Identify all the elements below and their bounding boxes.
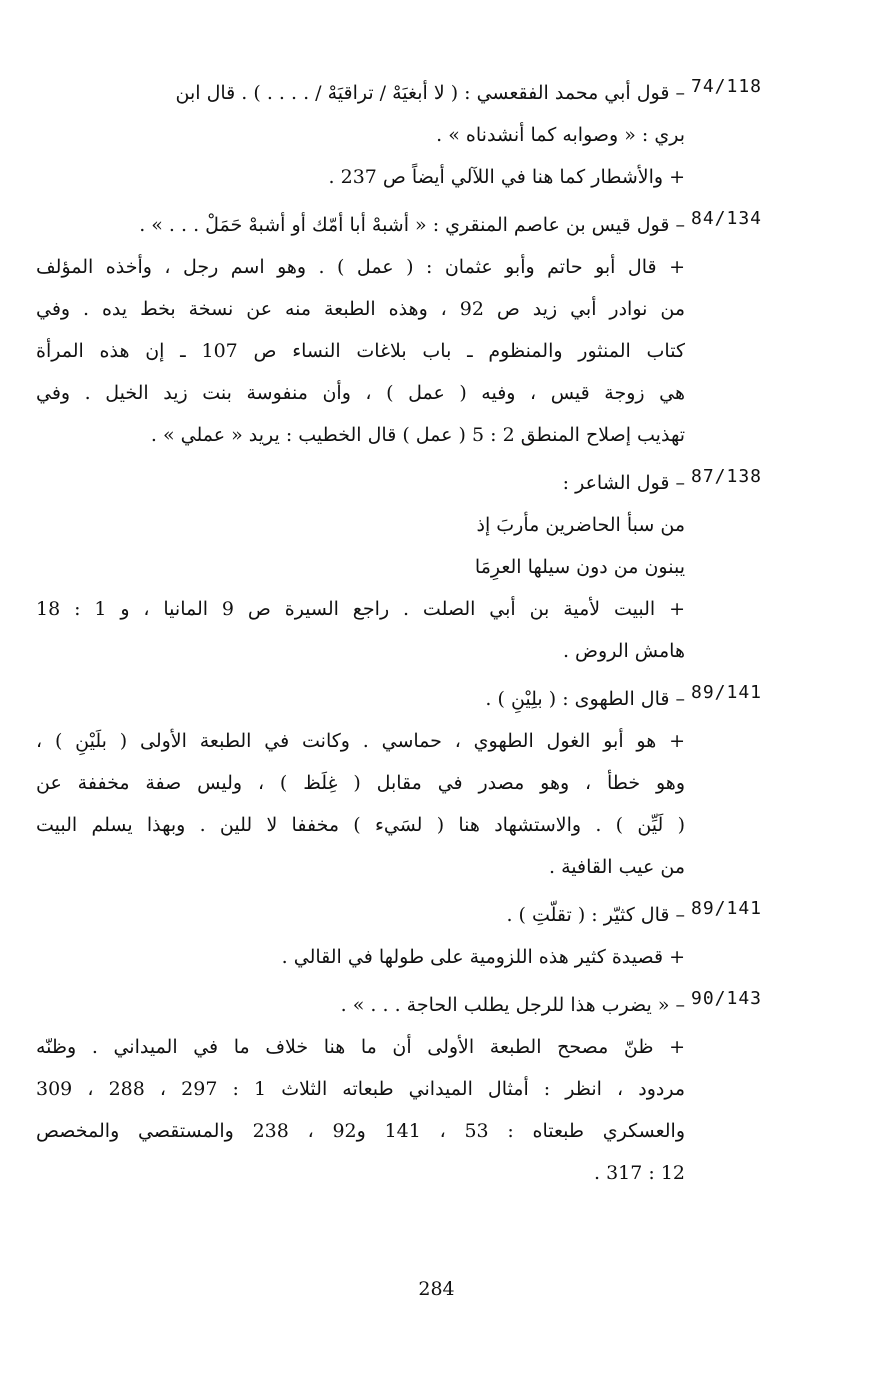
entry-line: – قال كثيّر : ( تقلّتِ ) .	[506, 904, 685, 926]
entry-line: والعسكري طبعتاه : 53 ، 141 و92 ، 238 والمستقصي والمخصص	[36, 1120, 685, 1142]
entry-reference: 90/143	[691, 988, 763, 1009]
entry-89-141-b	[36, 894, 781, 978]
entry-line: – قول أبي محمد الفقعسي : ( لا أبغيَهْ / تراقيَهْ / . . . . ) . قال ابن	[175, 82, 685, 104]
entry-line: هامش الروض .	[562, 640, 685, 662]
entry-line: – « يضرب هذا للرجل يطلب الحاجة . . . » .	[340, 994, 685, 1016]
entry-line: وهو خطأ ، وهو مصدر في مقابل ( غِلَظ ) ، وليس صفة مخففة عن	[36, 772, 685, 794]
entry-line: تهذيب إصلاح المنطق 2 : 5 ( عمل ) قال الخطيب : يريد « عملي » .	[150, 424, 685, 446]
entry-line: كتاب المنثور والمنظوم ـ باب بلاغات النساء ص 107 ـ إن هذه المرأة	[36, 340, 685, 362]
entry-87-138	[36, 462, 781, 672]
entry-reference: 87/138	[691, 466, 763, 487]
entry-note: + ظنّ مصحح الطبعة الأولى أن ما هنا خلاف ما في الميداني . وظنّه	[36, 1036, 685, 1058]
entry-note: + والأشطار كما هنا في اللآلي أيضاً ص 237 .	[328, 166, 685, 188]
entry-reference: 84/134	[691, 208, 763, 229]
entry-reference: 89/141	[691, 898, 763, 919]
entry-line: من عيب القافية .	[549, 856, 685, 878]
entry-line: 12 : 317 .	[593, 1162, 685, 1184]
poem-hemistich-second: يبنون من دون سيلها العرِمَا	[474, 556, 685, 578]
entry-line: مردود ، انظر : أمثال الميداني طبعاته الثلاث 1 : 297 ، 288 ، 309	[36, 1078, 685, 1100]
poem-hemistich-first: من سبأ الحاضرين مأربَ إذ	[476, 514, 685, 536]
page-number: 284	[418, 1278, 455, 1300]
entry-line: – قول قيس بن عاصم المنقري : « أشبهْ أبا أمّك أو أشبهْ حَمَلْ . . . » .	[139, 214, 685, 236]
entry-90-143	[36, 984, 781, 1194]
entry-line: – قول الشاعر :	[562, 472, 685, 494]
document-page	[36, 72, 781, 1200]
entry-line: بري : « وصوابه كما أنشدناه » .	[436, 124, 685, 146]
entry-note: + هو أبو الغول الطهوي ، حماسي . وكانت في الطبعة الأولى ( بلَيْنِ ) ،	[36, 730, 685, 752]
entry-89-141-a	[36, 678, 781, 888]
poem-verse	[36, 504, 685, 588]
entry-reference: 74/118	[691, 76, 763, 97]
entry-line: – قال الطهوى : ( بلِيْنِ ) .	[485, 688, 685, 710]
entry-reference: 89/141	[691, 682, 763, 703]
entry-line: هي زوجة قيس ، وفيه ( عمل ) ، وأن منفوسة بنت زيد الخيل . وفي	[36, 382, 685, 404]
entry-line: ( لَيِّن ) . والاستشهاد هنا ( لسَيء ) مخففا لا للين . وبهذا يسلم البيت	[36, 814, 685, 836]
entry-74-118	[36, 72, 781, 198]
entry-note: + البيت لأمية بن أبي الصلت . راجع السيرة ص 9 المانيا ، و 1 : 18	[36, 598, 685, 620]
entry-note: + قصيدة كثير هذه اللزومية على طولها في القالي .	[281, 946, 685, 968]
entry-84-134	[36, 204, 781, 456]
entry-line: من نوادر أبي زيد ص 92 ، وهذه الطبعة منه عن نسخة بخط يده . وفي	[36, 298, 685, 320]
entry-note: + قال أبو حاتم وأبو عثمان : ( عمل ) . وهو اسم رجل ، وأخذه المؤلف	[36, 256, 685, 278]
